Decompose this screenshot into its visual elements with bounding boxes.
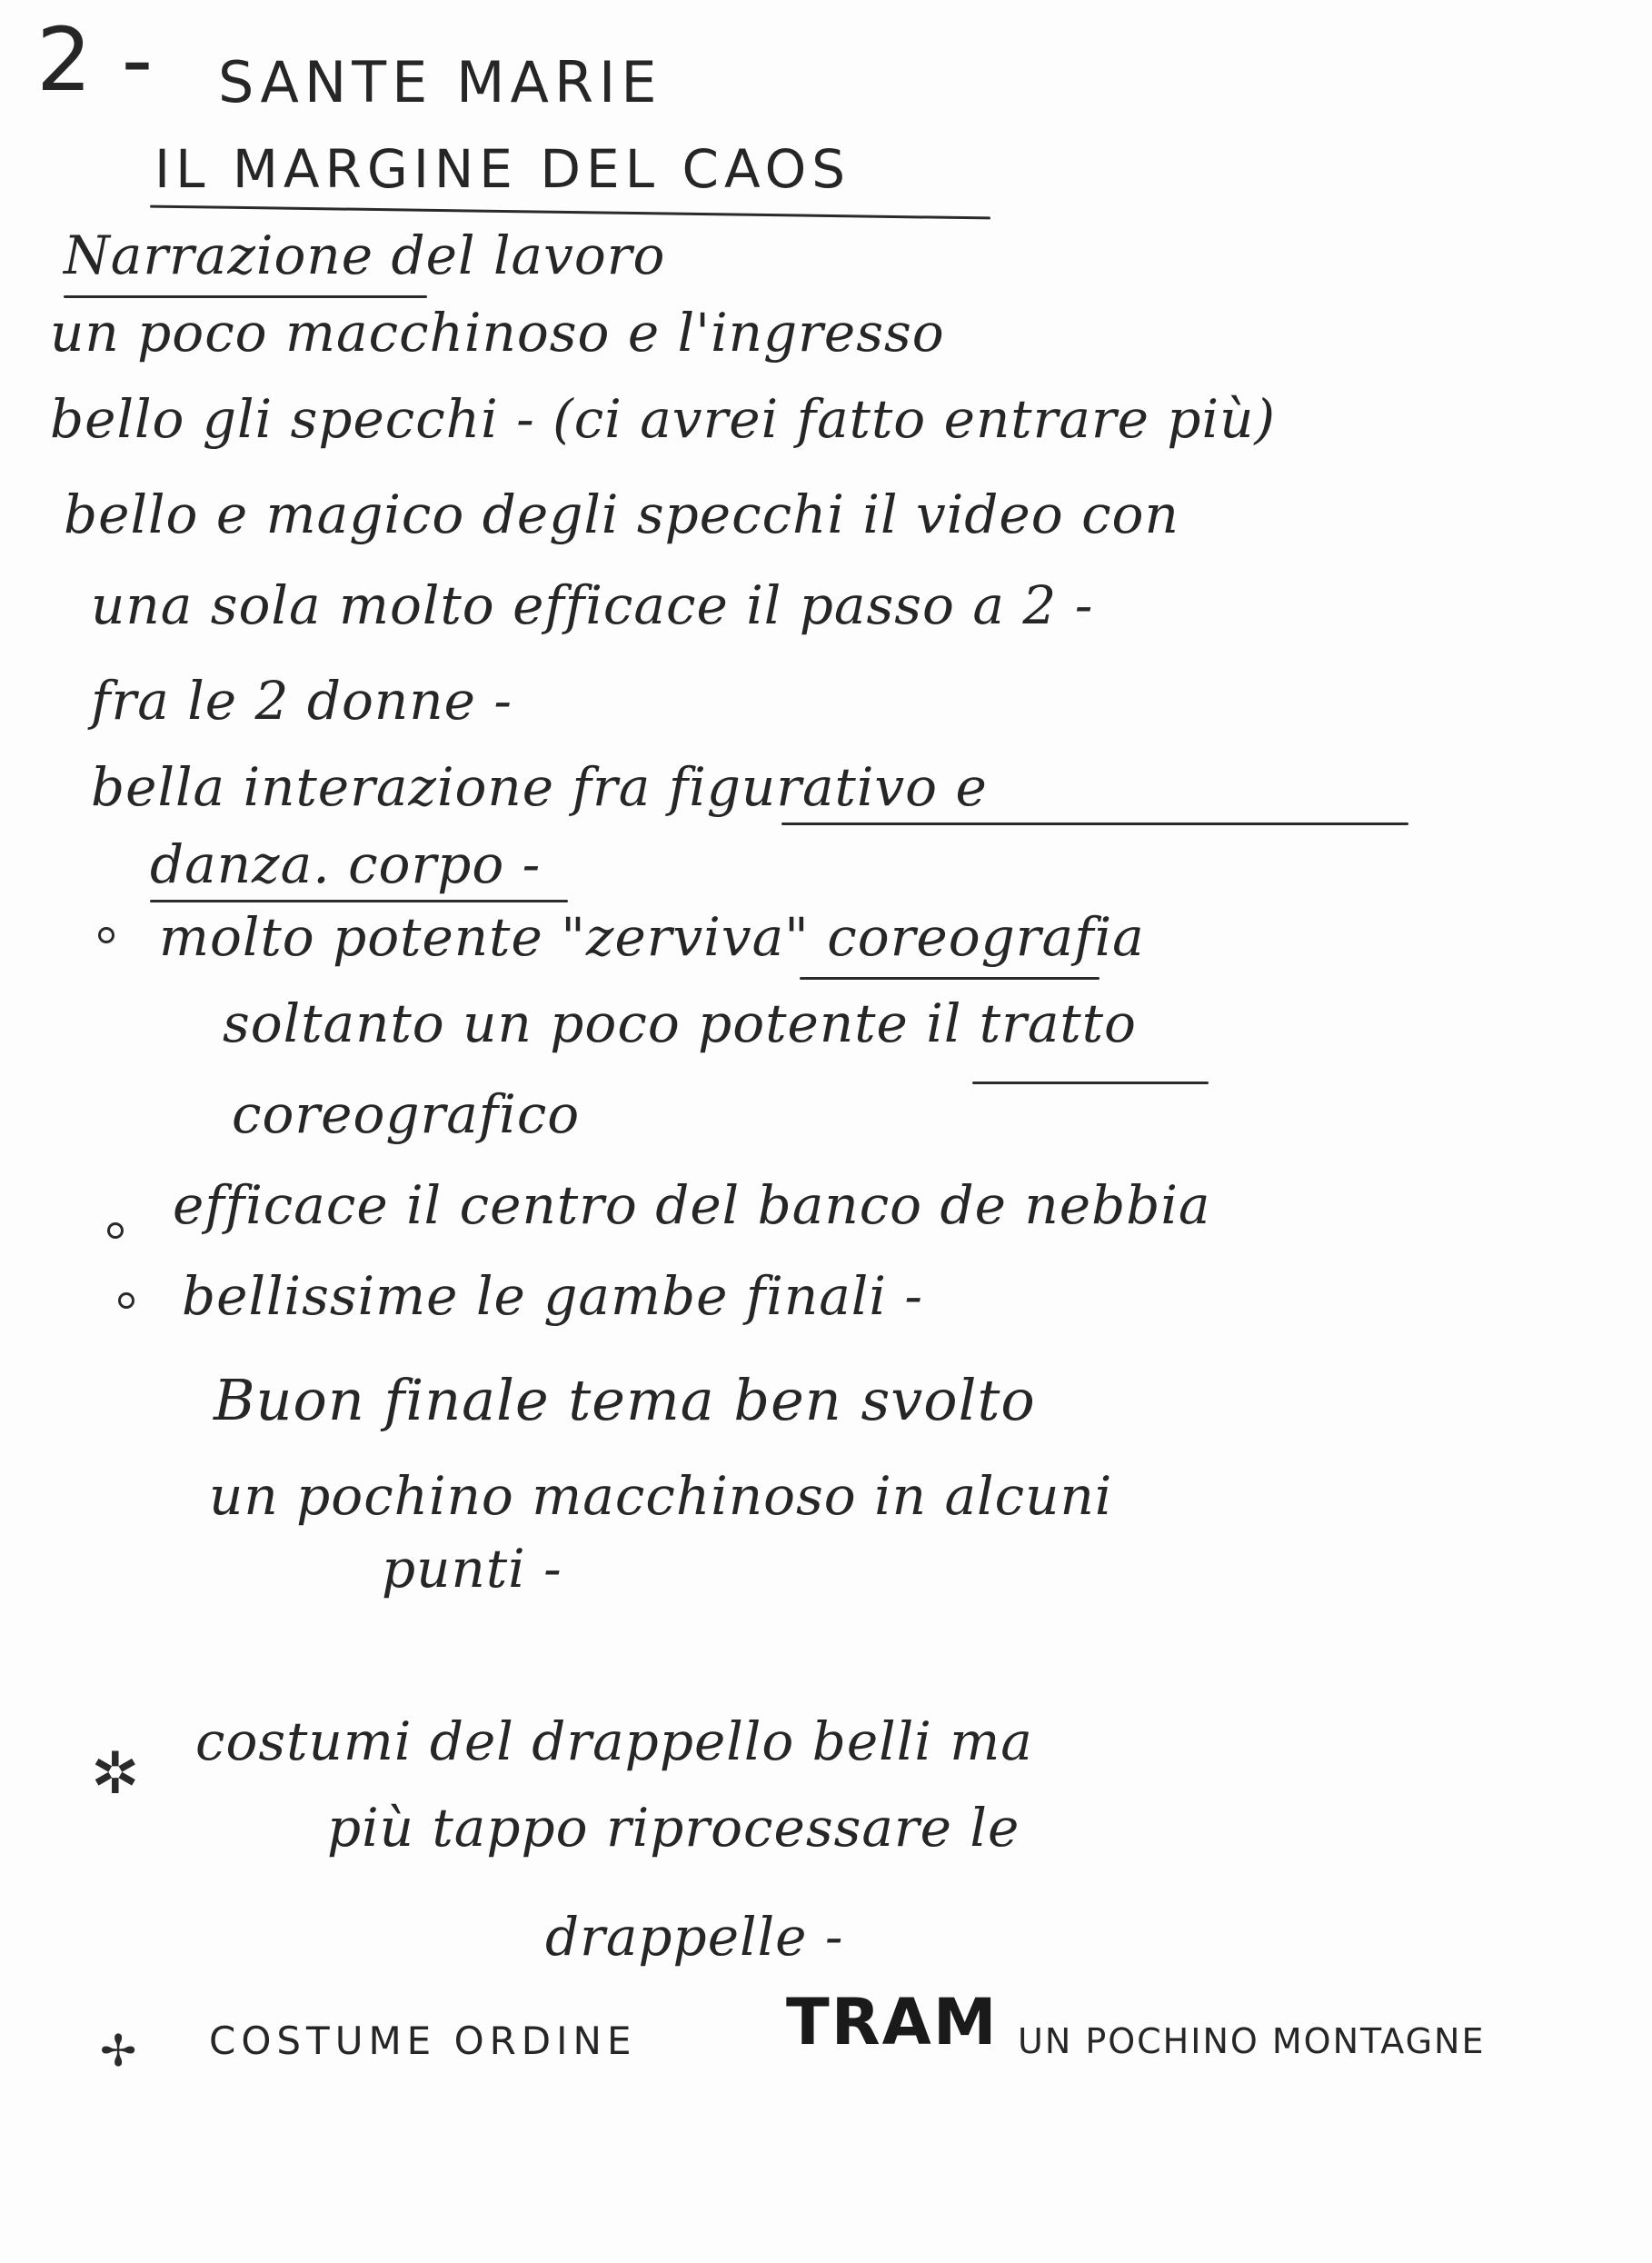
note-line-6: fra le 2 donne - — [91, 670, 513, 732]
note-line-7: bella interazione fra figurativo e — [91, 756, 988, 818]
note-line-8: danza. corpo - — [150, 833, 542, 895]
bullet-point — [107, 1222, 124, 1239]
small-star-mark-icon: ✢ — [100, 2026, 137, 2077]
note-line-8-underline — [150, 900, 568, 902]
star-mark-icon: ✲ — [91, 1740, 140, 1808]
page-number: 2 - — [36, 9, 154, 111]
note-line-1-underline — [64, 295, 427, 298]
note-line-13: bellissime le gambe finali - — [182, 1265, 923, 1327]
note-line-11: coreografico — [232, 1083, 581, 1145]
note-line-9: molto potente "zerviva" coreografia — [159, 906, 1145, 968]
note-line-19: drappelle - — [545, 1906, 844, 1968]
note-line-15: un pochino macchinoso in alcuni — [209, 1465, 1113, 1527]
note-line-20-suffix: UN POCHINO MONTAGNE — [1018, 2021, 1486, 2061]
note-line-10-underline — [972, 1082, 1209, 1084]
scribbled-out-word: TRAM — [786, 1985, 999, 2059]
note-line-10: soltanto un poco potente il tratto — [223, 992, 1137, 1054]
note-line-7-underline — [781, 822, 1408, 825]
bullet-point — [118, 1292, 134, 1309]
note-line-18: più tappo riprocessare le — [327, 1797, 1020, 1859]
bullet-point — [98, 927, 114, 943]
page-subtitle: IL MARGINE DEL CAOS — [154, 138, 851, 200]
note-line-9-underline — [800, 977, 1100, 980]
note-line-4: bello e magico degli specchi il video con — [64, 484, 1179, 545]
subtitle-underline — [150, 205, 990, 220]
note-line-20-prefix: COSTUME ORDINE — [209, 2019, 637, 2063]
note-line-16: punti - — [382, 1538, 562, 1600]
note-line-12: efficace il centro del banco de nebbia — [173, 1174, 1211, 1236]
note-line-17: costumi del drappello belli ma — [195, 1710, 1033, 1772]
note-line-1: Narrazione del lavoro — [64, 224, 666, 286]
note-line-5: una sola molto efficace il passo a 2 - — [91, 574, 1094, 636]
note-line-2: un poco macchinoso e l'ingresso — [50, 302, 945, 364]
note-line-14: Buon finale tema ben svolto — [214, 1367, 1036, 1433]
page-title: SANTE MARIE — [218, 49, 662, 115]
note-line-3: bello gli specchi - (ci avrei fatto entrare più) — [50, 388, 1277, 450]
